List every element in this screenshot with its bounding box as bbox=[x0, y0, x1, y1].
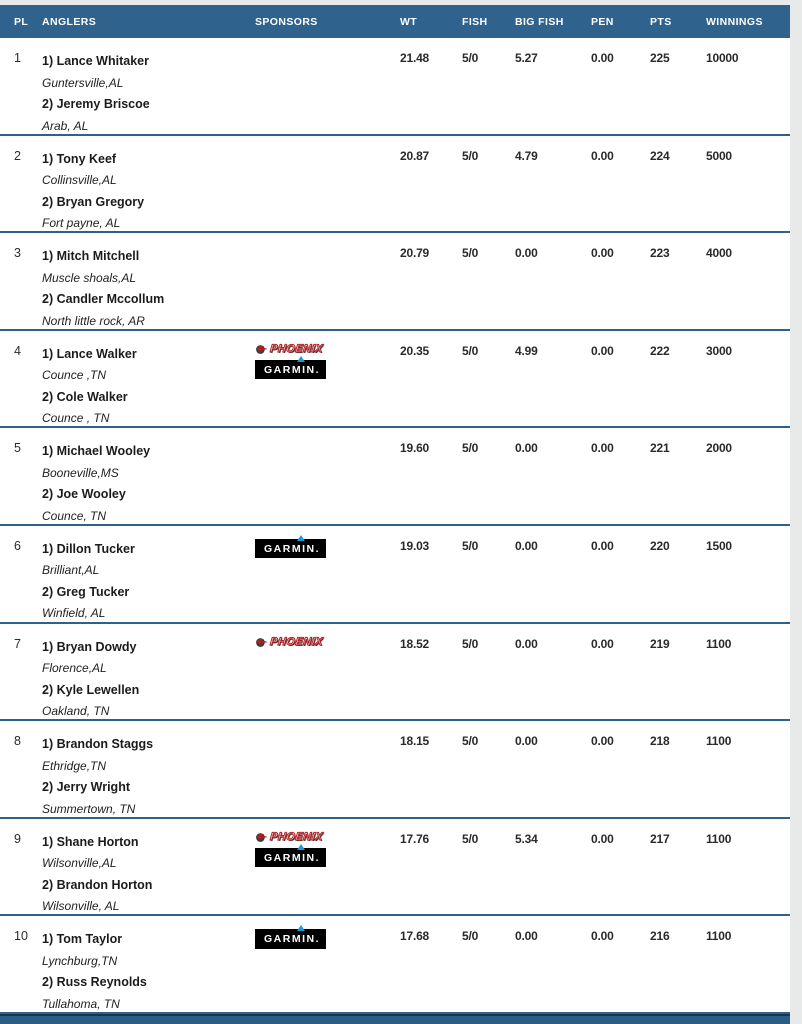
weight-cell: 21.48 bbox=[400, 51, 430, 65]
phoenix-bird-icon bbox=[255, 637, 268, 648]
header-cell-penalty: PEN bbox=[591, 15, 614, 28]
garmin-logo bbox=[255, 848, 326, 868]
penalty-cell: 0.00 bbox=[591, 538, 614, 553]
weight-cell: 20.79 bbox=[400, 246, 430, 261]
table-body bbox=[0, 38, 790, 1014]
angler-1-name: 1) Lance Whitaker bbox=[42, 54, 149, 68]
place-cell: 7 bbox=[14, 636, 21, 651]
anglers-cell bbox=[42, 832, 255, 915]
phoenix-logo bbox=[254, 832, 323, 843]
winnings-cell: 1100 bbox=[706, 636, 732, 651]
phoenix-logo-label: PHOENIX bbox=[269, 830, 324, 843]
angler-1-city: Collinsville,AL bbox=[42, 173, 117, 188]
angler-2-name: 2) Kyle Lewellen bbox=[42, 682, 140, 697]
place-cell: 10 bbox=[14, 929, 28, 944]
place-cell: 6 bbox=[14, 538, 21, 553]
penalty-cell: 0.00 bbox=[591, 831, 614, 846]
angler-2-city: Fort payne, AL bbox=[42, 216, 121, 231]
angler-1-name: 1) Lance Walker bbox=[42, 346, 137, 361]
fish-count-cell: 5/0 bbox=[462, 148, 479, 163]
fish-count-cell: 5/0 bbox=[462, 51, 479, 65]
sponsors-cell bbox=[255, 734, 400, 817]
place-cell: 2 bbox=[14, 148, 21, 163]
header-cell-points: PTS bbox=[650, 15, 672, 28]
angler-2-city: Summertown, TN bbox=[42, 801, 136, 816]
winnings-cell: 3000 bbox=[706, 343, 732, 358]
winnings-cell: 1100 bbox=[706, 929, 732, 944]
penalty-cell: 0.00 bbox=[591, 636, 614, 651]
garmin-delta-icon bbox=[297, 844, 305, 850]
angler-1-name: 1) Shane Horton bbox=[42, 834, 139, 849]
garmin-delta-icon bbox=[297, 925, 305, 931]
header-cell-fish: FISH bbox=[462, 15, 488, 28]
table-header-row bbox=[0, 5, 790, 38]
fish-count-cell: 5/0 bbox=[462, 929, 479, 944]
angler-2-city: Counce , TN bbox=[42, 411, 110, 426]
angler-1-name: 1) Tony Keef bbox=[42, 151, 117, 166]
table-row bbox=[0, 819, 790, 917]
penalty-cell: 0.00 bbox=[591, 734, 614, 749]
page-right-margin bbox=[790, 0, 802, 1024]
sponsors-cell bbox=[255, 929, 400, 1012]
fish-count-cell: 5/0 bbox=[462, 246, 479, 261]
points-cell: 220 bbox=[650, 538, 670, 553]
table-row bbox=[0, 38, 790, 136]
angler-1-city: Lynchburg,TN bbox=[42, 953, 118, 968]
sponsors-cell bbox=[255, 344, 400, 427]
results-table bbox=[0, 5, 790, 1014]
winnings-cell: 1100 bbox=[706, 831, 732, 846]
angler-2-city: North little rock, AR bbox=[42, 313, 145, 328]
sponsors-cell bbox=[255, 637, 400, 720]
angler-1-name: 1) Mitch Mitchell bbox=[42, 249, 140, 264]
penalty-cell: 0.00 bbox=[591, 343, 614, 358]
big-fish-cell: 5.34 bbox=[515, 831, 538, 846]
points-cell: 218 bbox=[650, 734, 670, 749]
fish-count-cell: 5/0 bbox=[462, 831, 479, 846]
fish-count-cell: 5/0 bbox=[462, 734, 479, 749]
phoenix-logo bbox=[254, 344, 323, 355]
header-cell-anglers: ANGLERS bbox=[42, 15, 97, 28]
fish-count-cell: 5/0 bbox=[462, 636, 479, 651]
fish-count-cell: 5/0 bbox=[462, 343, 479, 358]
points-cell: 222 bbox=[650, 343, 670, 358]
big-fish-cell: 0.00 bbox=[515, 538, 538, 553]
garmin-logo bbox=[255, 929, 326, 949]
angler-2-name: 2) Russ Reynolds bbox=[42, 975, 147, 990]
angler-2-city: Wilsonville, AL bbox=[42, 899, 120, 914]
points-cell: 224 bbox=[650, 148, 670, 163]
angler-2-name: 2) Candler Mccollum bbox=[42, 292, 165, 307]
garmin-delta-icon bbox=[297, 356, 305, 362]
points-cell: 223 bbox=[650, 246, 670, 261]
table-row bbox=[0, 721, 790, 819]
angler-2-city: Counce, TN bbox=[42, 508, 107, 523]
angler-1-name: 1) Michael Wooley bbox=[42, 444, 151, 459]
big-fish-cell: 4.99 bbox=[515, 343, 538, 358]
anglers-cell bbox=[42, 539, 255, 622]
header-cell-place: PL bbox=[14, 15, 29, 28]
garmin-logo-label: GARMIN. bbox=[264, 363, 320, 376]
phoenix-bird-icon bbox=[255, 832, 268, 843]
angler-1-city: Muscle shoals,AL bbox=[42, 270, 137, 285]
weight-cell: 19.60 bbox=[400, 441, 430, 456]
big-fish-cell: 0.00 bbox=[515, 441, 538, 456]
table-row bbox=[0, 331, 790, 429]
angler-1-name: 1) Bryan Dowdy bbox=[42, 639, 137, 654]
penalty-cell: 0.00 bbox=[591, 441, 614, 456]
anglers-cell bbox=[42, 149, 255, 232]
weight-cell: 20.35 bbox=[400, 343, 430, 358]
angler-1-city: Counce ,TN bbox=[42, 368, 107, 383]
winnings-cell: 1100 bbox=[706, 734, 732, 749]
angler-2-name: 2) Brandon Horton bbox=[42, 877, 153, 892]
angler-1-name: 1) Brandon Staggs bbox=[42, 737, 154, 752]
anglers-cell bbox=[42, 344, 255, 427]
garmin-logo bbox=[255, 360, 326, 380]
angler-1-city: Wilsonville,AL bbox=[42, 856, 117, 871]
header-cell-winnings: WINNINGS bbox=[706, 15, 763, 28]
angler-2-city: Winfield, AL bbox=[42, 606, 106, 621]
points-cell: 216 bbox=[650, 929, 670, 944]
anglers-cell bbox=[42, 441, 255, 524]
sponsors-cell bbox=[255, 832, 400, 915]
penalty-cell: 0.00 bbox=[591, 148, 614, 163]
angler-2-city: Tullahoma, TN bbox=[42, 996, 120, 1011]
angler-2-name: 2) Joe Wooley bbox=[42, 487, 126, 502]
place-cell: 3 bbox=[14, 246, 21, 261]
winnings-cell: 5000 bbox=[706, 148, 732, 163]
place-cell: 1 bbox=[14, 51, 21, 65]
table-row bbox=[0, 428, 790, 526]
header-cell-big-fish: BIG FISH bbox=[515, 15, 564, 28]
place-cell: 4 bbox=[14, 343, 21, 358]
next-page-header-edge bbox=[0, 1014, 790, 1024]
angler-1-city: Guntersville,AL bbox=[42, 75, 124, 90]
table-row bbox=[0, 916, 790, 1014]
garmin-logo bbox=[255, 539, 326, 559]
winnings-cell: 1500 bbox=[706, 538, 732, 553]
fish-count-cell: 5/0 bbox=[462, 441, 479, 456]
angler-2-name: 2) Bryan Gregory bbox=[42, 194, 145, 209]
weight-cell: 19.03 bbox=[400, 538, 430, 553]
weight-cell: 18.52 bbox=[400, 636, 430, 651]
angler-1-city: Florence,AL bbox=[42, 661, 107, 676]
sponsors-cell bbox=[255, 246, 400, 329]
winnings-cell: 4000 bbox=[706, 246, 732, 261]
table-row bbox=[0, 136, 790, 234]
garmin-logo-label: GARMIN. bbox=[264, 933, 320, 946]
winnings-cell: 10000 bbox=[706, 51, 739, 65]
angler-2-name: 2) Jerry Wright bbox=[42, 780, 130, 795]
points-cell: 221 bbox=[650, 441, 670, 456]
angler-2-city: Oakland, TN bbox=[42, 704, 110, 719]
angler-1-name: 1) Tom Taylor bbox=[42, 932, 123, 947]
big-fish-cell: 0.00 bbox=[515, 636, 538, 651]
phoenix-logo-label: PHOENIX bbox=[269, 635, 324, 648]
header-cell-sponsors: SPONSORS bbox=[255, 15, 318, 28]
winnings-cell: 2000 bbox=[706, 441, 732, 456]
anglers-cell bbox=[42, 51, 255, 134]
angler-2-name: 2) Jeremy Briscoe bbox=[42, 97, 150, 111]
angler-1-city: Booneville,MS bbox=[42, 465, 119, 480]
phoenix-bird-icon bbox=[255, 344, 268, 355]
table-row bbox=[0, 526, 790, 624]
angler-1-city: Brilliant,AL bbox=[42, 563, 100, 578]
angler-2-name: 2) Cole Walker bbox=[42, 389, 128, 404]
place-cell: 9 bbox=[14, 831, 21, 846]
anglers-cell bbox=[42, 929, 255, 1012]
penalty-cell: 0.00 bbox=[591, 51, 614, 65]
big-fish-cell: 4.79 bbox=[515, 148, 538, 163]
anglers-cell bbox=[42, 637, 255, 720]
angler-1-city: Ethridge,TN bbox=[42, 758, 107, 773]
table-row bbox=[0, 624, 790, 722]
angler-1-name: 1) Dillon Tucker bbox=[42, 541, 135, 556]
weight-cell: 18.15 bbox=[400, 734, 430, 749]
big-fish-cell: 0.00 bbox=[515, 929, 538, 944]
fish-count-cell: 5/0 bbox=[462, 538, 479, 553]
sponsors-cell bbox=[255, 51, 400, 134]
angler-2-city: Arab, AL bbox=[42, 118, 89, 133]
penalty-cell: 0.00 bbox=[591, 246, 614, 261]
phoenix-logo bbox=[254, 637, 323, 648]
points-cell: 217 bbox=[650, 831, 670, 846]
anglers-cell bbox=[42, 246, 255, 329]
anglers-cell bbox=[42, 734, 255, 817]
garmin-logo-label: GARMIN. bbox=[264, 542, 320, 555]
place-cell: 8 bbox=[14, 734, 21, 749]
angler-2-name: 2) Greg Tucker bbox=[42, 584, 130, 599]
sponsors-cell bbox=[255, 539, 400, 622]
place-cell: 5 bbox=[14, 441, 21, 456]
big-fish-cell: 0.00 bbox=[515, 734, 538, 749]
header-cell-weight: WT bbox=[400, 15, 418, 28]
table-row bbox=[0, 233, 790, 331]
weight-cell: 17.76 bbox=[400, 831, 430, 846]
big-fish-cell: 5.27 bbox=[515, 51, 538, 65]
big-fish-cell: 0.00 bbox=[515, 246, 538, 261]
garmin-delta-icon bbox=[297, 535, 305, 541]
garmin-logo-label: GARMIN. bbox=[264, 851, 320, 864]
weight-cell: 17.68 bbox=[400, 929, 430, 944]
penalty-cell: 0.00 bbox=[591, 929, 614, 944]
sponsors-cell bbox=[255, 149, 400, 232]
points-cell: 219 bbox=[650, 636, 670, 651]
sponsors-cell bbox=[255, 441, 400, 524]
points-cell: 225 bbox=[650, 51, 670, 65]
weight-cell: 20.87 bbox=[400, 148, 430, 163]
phoenix-logo-label: PHOENIX bbox=[269, 342, 324, 355]
